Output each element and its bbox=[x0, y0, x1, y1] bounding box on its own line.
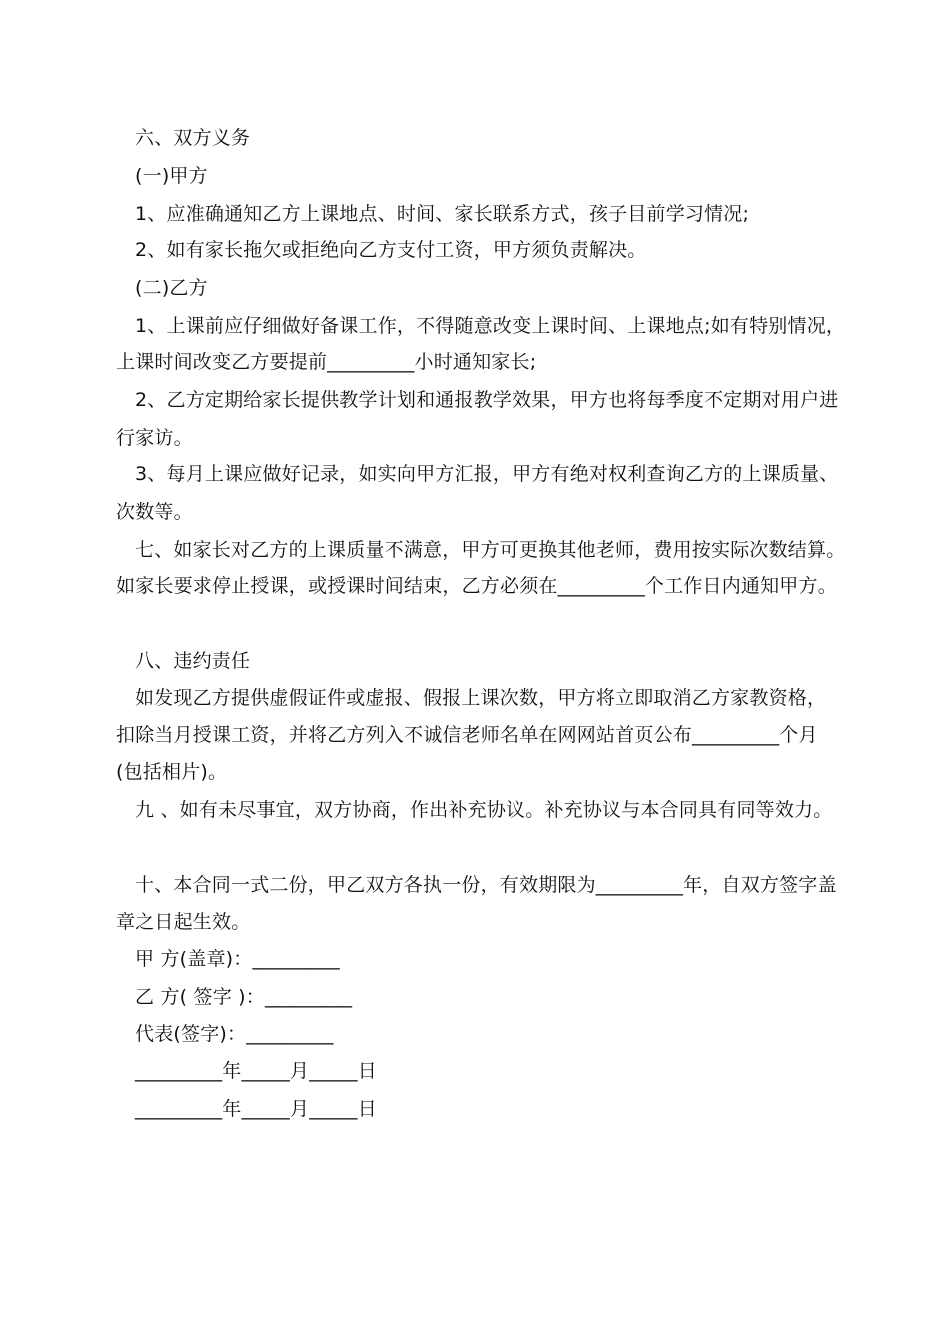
section-seven-line1: 七、如家长对乙方的上课质量不满意，甲方可更换其他老师，费用按实际次数结算。 bbox=[135, 539, 846, 561]
section-heading-breach: 八、违约责任 bbox=[135, 650, 251, 672]
section-heading-obligations: 六、双方义务 bbox=[135, 127, 251, 149]
clause-b2-line1: 2、乙方定期给家长提供教学计划和通报教学效果，甲方也将每季度不定期对用户进 bbox=[135, 389, 839, 411]
breach-line3: (包括相片)。 bbox=[116, 761, 228, 783]
section-ten-line2: 章之日起生效。 bbox=[116, 911, 251, 933]
date-line-1: _________年_____月_____日 bbox=[135, 1060, 377, 1082]
clause-b2-line2: 行家访。 bbox=[116, 427, 193, 449]
clause-b3-line2: 次数等。 bbox=[116, 501, 193, 523]
subsection-party-a: (一)甲方 bbox=[135, 165, 208, 187]
signature-representative: 代表(签字)：_________ bbox=[135, 1023, 334, 1045]
clause-a2: 2、如有家长拖欠或拒绝向乙方支付工资，甲方须负责解决。 bbox=[135, 239, 647, 261]
clause-b3-line1: 3、每月上课应做好记录，如实向甲方汇报，甲方有绝对权利查询乙方的上课质量、 bbox=[135, 463, 839, 485]
breach-line2: 扣除当月授课工资，并将乙方列入不诚信老师名单在网网站首页公布_________个月 bbox=[116, 724, 818, 746]
date-line-2: _________年_____月_____日 bbox=[135, 1098, 377, 1120]
signature-party-b: 乙 方( 签字 )：_________ bbox=[135, 986, 353, 1008]
subsection-party-b: (二)乙方 bbox=[135, 277, 208, 299]
clause-b1-line2: 上课时间改变乙方要提前_________小时通知家长; bbox=[116, 351, 537, 373]
clause-b1-line1: 1、上课前应仔细做好备课工作，不得随意改变上课时间、上课地点;如有特别情况， bbox=[135, 315, 846, 337]
clause-a1: 1、应准确通知乙方上课地点、时间、家长联系方式，孩子目前学习情况; bbox=[135, 203, 750, 225]
breach-line1: 如发现乙方提供虚假证件或虚报、假报上课次数，甲方将立即取消乙方家教资格， bbox=[135, 687, 827, 709]
section-nine: 九 、如有未尽事宜，双方协商，作出补充协议。补充协议与本合同具有同等效力。 bbox=[135, 799, 833, 821]
section-seven-line2: 如家长要求停止授课，或授课时间结束，乙方必须在_________个工作日内通知甲方。 bbox=[116, 575, 837, 597]
signature-party-a: 甲 方(盖章)：_________ bbox=[135, 948, 340, 970]
section-ten-line1: 十、本合同一式二份，甲乙双方各执一份，有效期限为_________年，自双方签字盖 bbox=[135, 874, 837, 896]
